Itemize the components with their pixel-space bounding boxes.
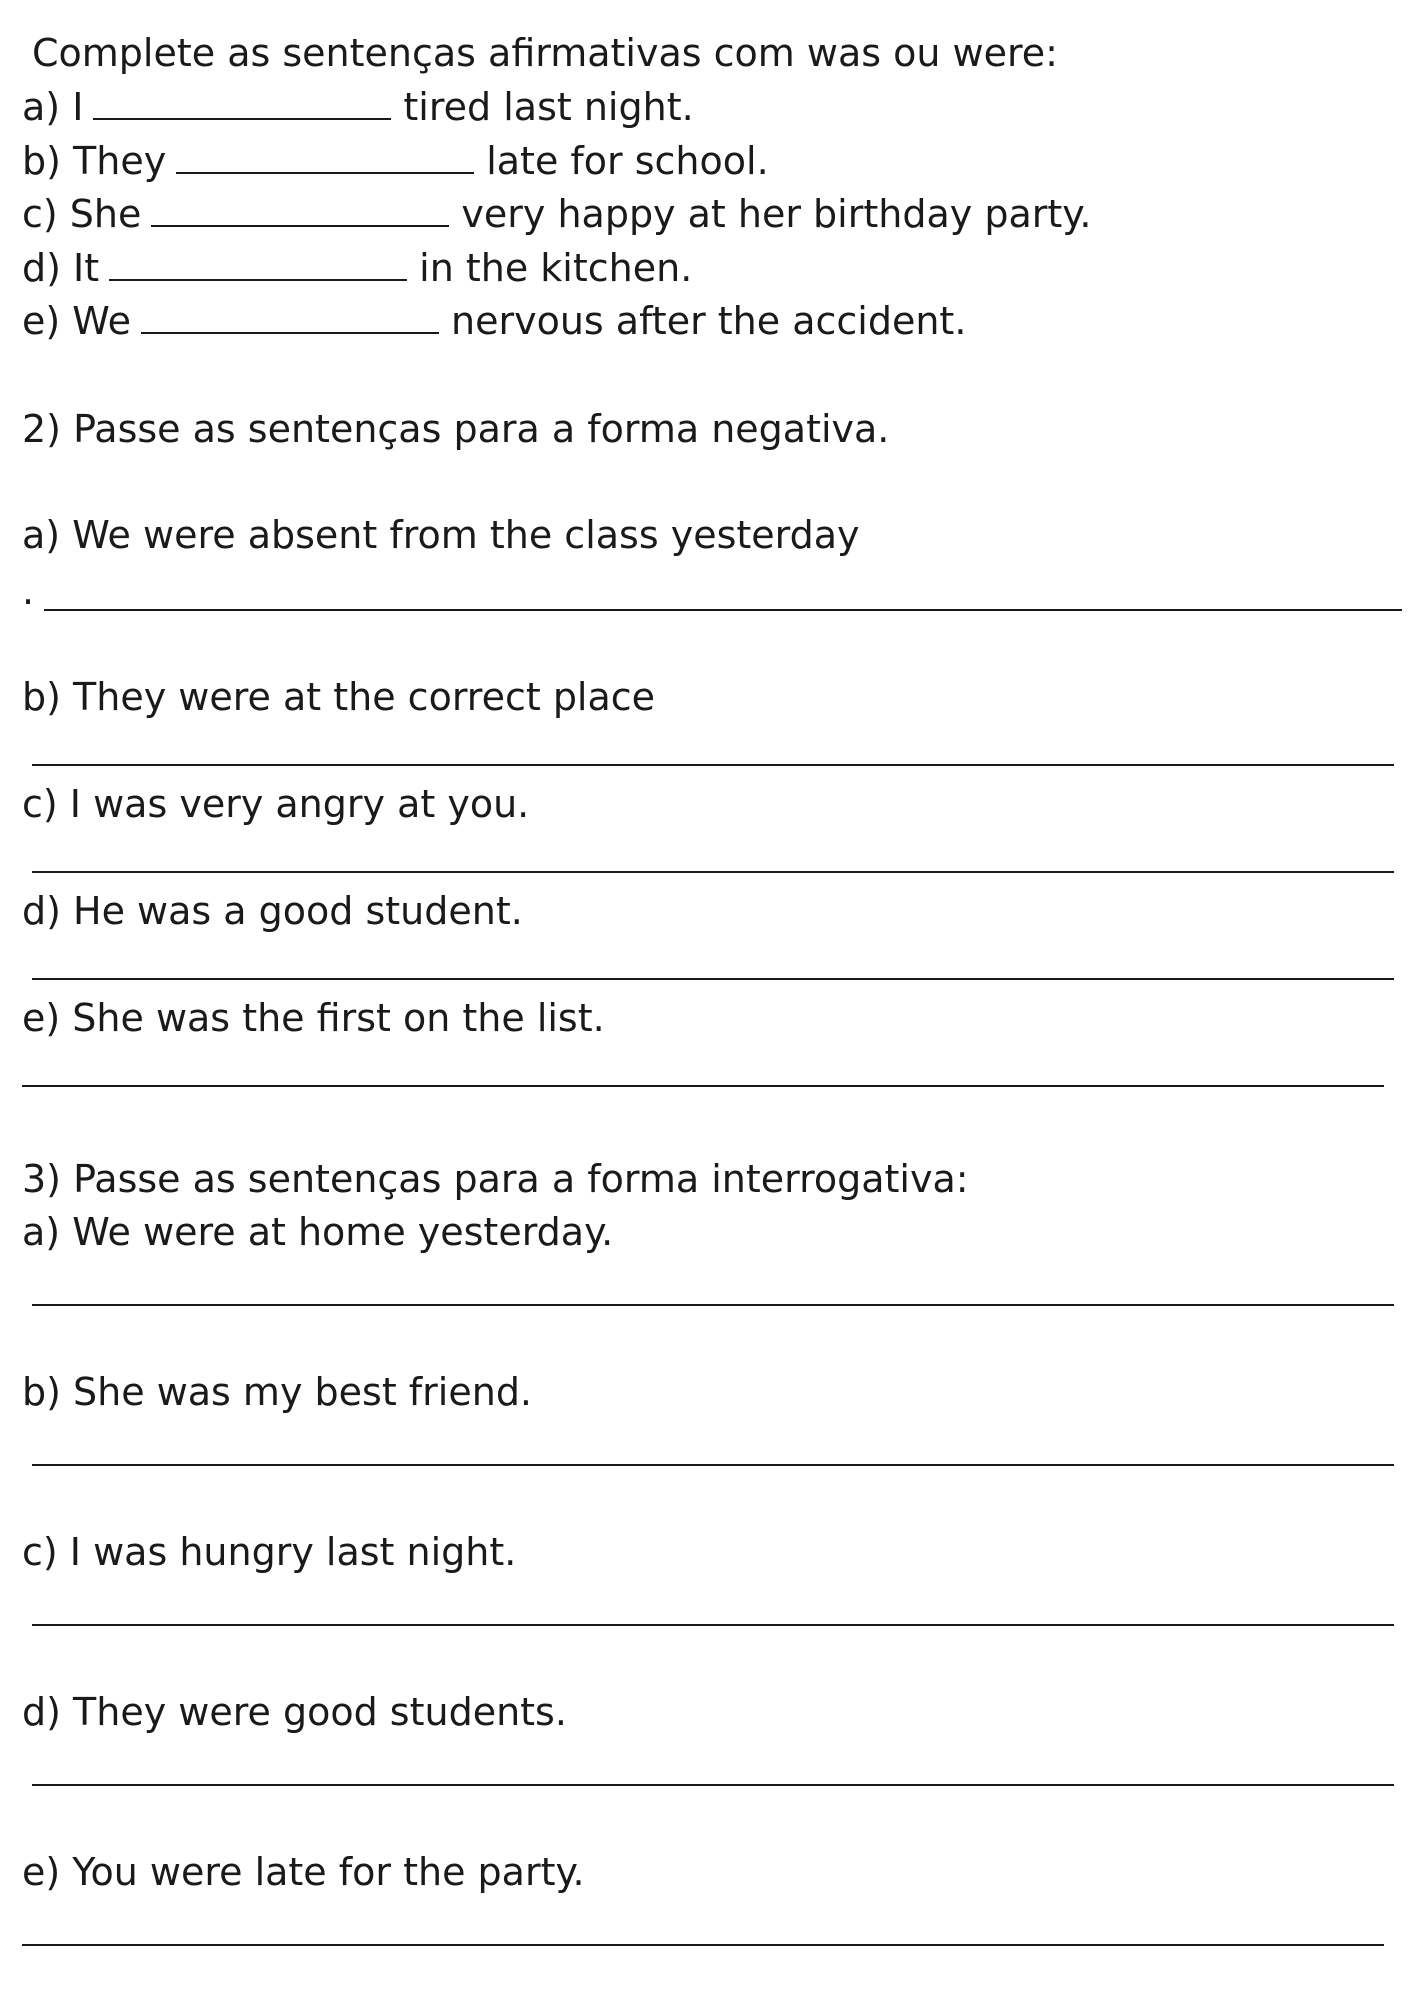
fill-item-e-after: nervous after the accident. bbox=[451, 299, 967, 343]
negative-item-c: c) I was very angry at you. bbox=[22, 782, 530, 826]
section1-heading: Complete as sentenças afirmativas com was ou were: bbox=[32, 31, 1058, 75]
fill-item-b-before: b) They bbox=[22, 139, 167, 183]
fill-item-a-after: tired last night. bbox=[403, 85, 694, 129]
negative-item-d: d) He was a good student. bbox=[22, 889, 523, 933]
question-item-b: b) She was my best friend. bbox=[22, 1370, 533, 1414]
fill-blank-c[interactable] bbox=[151, 195, 449, 227]
negative-item-b: b) They were at the correct place bbox=[22, 675, 656, 719]
fill-item-b bbox=[22, 139, 769, 183]
section2-heading: 2) Passe as sentenças para a forma negativa. bbox=[22, 407, 890, 451]
fill-item-a bbox=[22, 85, 694, 129]
answer-line-int-a[interactable] bbox=[32, 1304, 1394, 1306]
answer-line-neg-b[interactable] bbox=[32, 764, 1394, 766]
fill-item-c-before: c) She bbox=[22, 192, 142, 236]
fill-item-e bbox=[22, 299, 967, 343]
answer-line-int-e[interactable] bbox=[22, 1944, 1384, 1946]
answer-line-int-d[interactable] bbox=[32, 1784, 1394, 1786]
stray-dot: . bbox=[22, 569, 35, 613]
question-item-a: a) We were at home yesterday. bbox=[22, 1210, 614, 1254]
fill-blank-b[interactable] bbox=[176, 142, 474, 174]
negative-item-a: a) We were absent from the class yesterday bbox=[22, 513, 860, 557]
fill-item-d-before: d) It bbox=[22, 246, 100, 290]
fill-item-b-after: late for school. bbox=[486, 139, 769, 183]
answer-line-neg-a[interactable] bbox=[44, 609, 1402, 611]
answer-line-neg-e[interactable] bbox=[22, 1085, 1384, 1087]
fill-blank-d[interactable] bbox=[109, 249, 407, 281]
section3-heading: 3) Passe as sentenças para a forma interrogativa: bbox=[22, 1157, 969, 1201]
fill-item-c-after: very happy at her birthday party. bbox=[461, 192, 1092, 236]
question-item-d: d) They were good students. bbox=[22, 1690, 567, 1734]
answer-line-neg-d[interactable] bbox=[32, 978, 1394, 980]
answer-line-int-b[interactable] bbox=[32, 1464, 1394, 1466]
fill-item-d bbox=[22, 246, 693, 290]
fill-blank-e[interactable] bbox=[141, 302, 439, 334]
fill-item-d-after: in the kitchen. bbox=[419, 246, 693, 290]
fill-item-e-before: e) We bbox=[22, 299, 132, 343]
question-item-c: c) I was hungry last night. bbox=[22, 1530, 517, 1574]
negative-item-e: e) She was the first on the list. bbox=[22, 996, 605, 1040]
fill-blank-a[interactable] bbox=[93, 88, 391, 120]
question-item-e: e) You were late for the party. bbox=[22, 1850, 585, 1894]
answer-line-neg-c[interactable] bbox=[32, 871, 1394, 873]
fill-item-c bbox=[22, 192, 1092, 236]
fill-item-a-before: a) I bbox=[22, 85, 84, 129]
answer-line-int-c[interactable] bbox=[32, 1624, 1394, 1626]
